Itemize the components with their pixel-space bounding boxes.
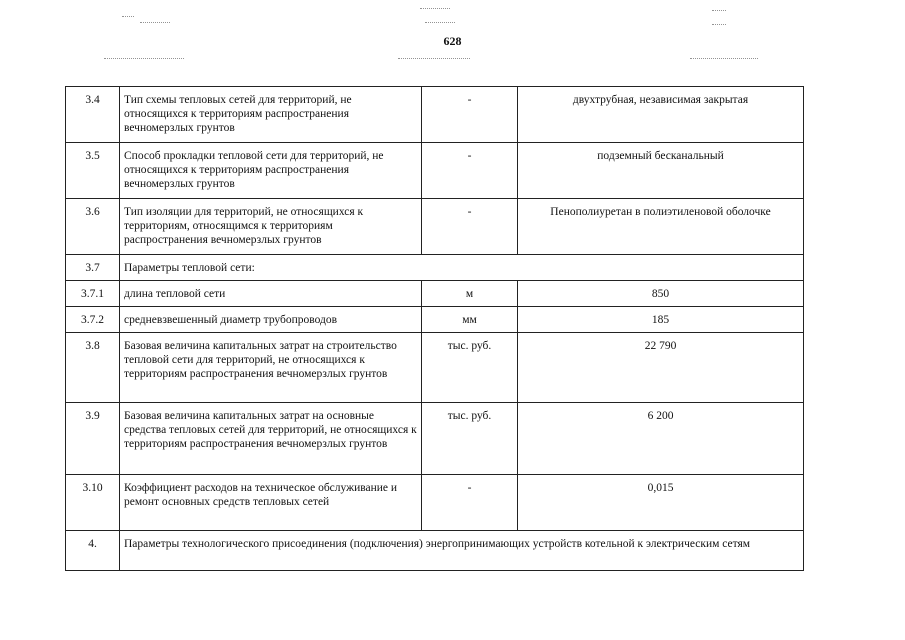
scan-speck xyxy=(712,24,726,26)
table-row xyxy=(66,403,804,475)
parameter-name: Базовая величина капитальных затрат на основные средства тепловых сетей для территорий, не относящихся к территориям распространения вечномерзлых грунтов xyxy=(120,403,422,475)
row-number: 3.9 xyxy=(66,403,120,475)
parameter-name: длина тепловой сети xyxy=(120,281,422,307)
parameter-name: Тип схемы тепловых сетей для территорий, не относящихся к территориям распространения вечномерзлых грунтов xyxy=(120,87,422,143)
value-cell: 850 xyxy=(518,281,804,307)
parameter-name: Тип изоляции для территорий, не относящихся к территориям, относящимся к территориям распространения вечномерзлых грунтов xyxy=(120,199,422,255)
table-row xyxy=(66,87,804,143)
scan-speck xyxy=(420,8,450,10)
page-number: 628 xyxy=(443,34,462,48)
scan-speck xyxy=(122,16,134,18)
parameters-table xyxy=(65,86,804,571)
unit-cell: тыс. руб. xyxy=(422,403,518,475)
scan-speck xyxy=(104,58,184,60)
value-cell: 6 200 xyxy=(518,403,804,475)
parameter-name: Коэффициент расходов на техническое обслуживание и ремонт основных средств тепловых сетей xyxy=(120,475,422,531)
table-row xyxy=(66,333,804,403)
value-cell: Пенополиуретан в полиэтиленовой оболочке xyxy=(518,199,804,255)
row-number: 3.4 xyxy=(66,87,120,143)
parameter-name: средневзвешенный диаметр трубопроводов xyxy=(120,307,422,333)
unit-cell: - xyxy=(422,87,518,143)
row-number: 3.7.2 xyxy=(66,307,120,333)
scan-speck xyxy=(690,58,758,60)
unit-cell: - xyxy=(422,143,518,199)
value-cell: 22 790 xyxy=(518,333,804,403)
unit-cell: - xyxy=(422,475,518,531)
table-row xyxy=(66,199,804,255)
value-cell: двухтрубная, независимая закрытая xyxy=(518,87,804,143)
section-title: Параметры технологического присоединения (подключения) энергопринимающих устройств котельной к электрическим сетям xyxy=(120,531,804,571)
row-number: 3.5 xyxy=(66,143,120,199)
row-number: 3.7.1 xyxy=(66,281,120,307)
parameter-name: Параметры тепловой сети: xyxy=(120,255,804,281)
table-row xyxy=(66,281,804,307)
parameter-name: Базовая величина капитальных затрат на строительство тепловой сети для территорий, не относящихся к территориям распространения вечномерзлых грунтов xyxy=(120,333,422,403)
value-cell: 185 xyxy=(518,307,804,333)
row-number: 3.7 xyxy=(66,255,120,281)
unit-cell: тыс. руб. xyxy=(422,333,518,403)
row-number: 3.8 xyxy=(66,333,120,403)
row-number: 3.10 xyxy=(66,475,120,531)
table-row xyxy=(66,143,804,199)
table-row xyxy=(66,307,804,333)
table-row xyxy=(66,475,804,531)
unit-cell: - xyxy=(422,199,518,255)
value-cell: подземный бесканальный xyxy=(518,143,804,199)
scan-speck xyxy=(140,22,170,24)
unit-cell: мм xyxy=(422,307,518,333)
section-row xyxy=(66,531,804,571)
value-cell: 0,015 xyxy=(518,475,804,531)
table-row xyxy=(66,255,804,281)
section-number: 4. xyxy=(66,531,120,571)
parameter-name: Способ прокладки тепловой сети для территорий, не относящихся к территориям распространения вечномерзлых грунтов xyxy=(120,143,422,199)
scan-speck xyxy=(425,22,455,24)
scan-speck xyxy=(398,58,470,60)
row-number: 3.6 xyxy=(66,199,120,255)
scan-speck xyxy=(712,10,726,12)
unit-cell: м xyxy=(422,281,518,307)
